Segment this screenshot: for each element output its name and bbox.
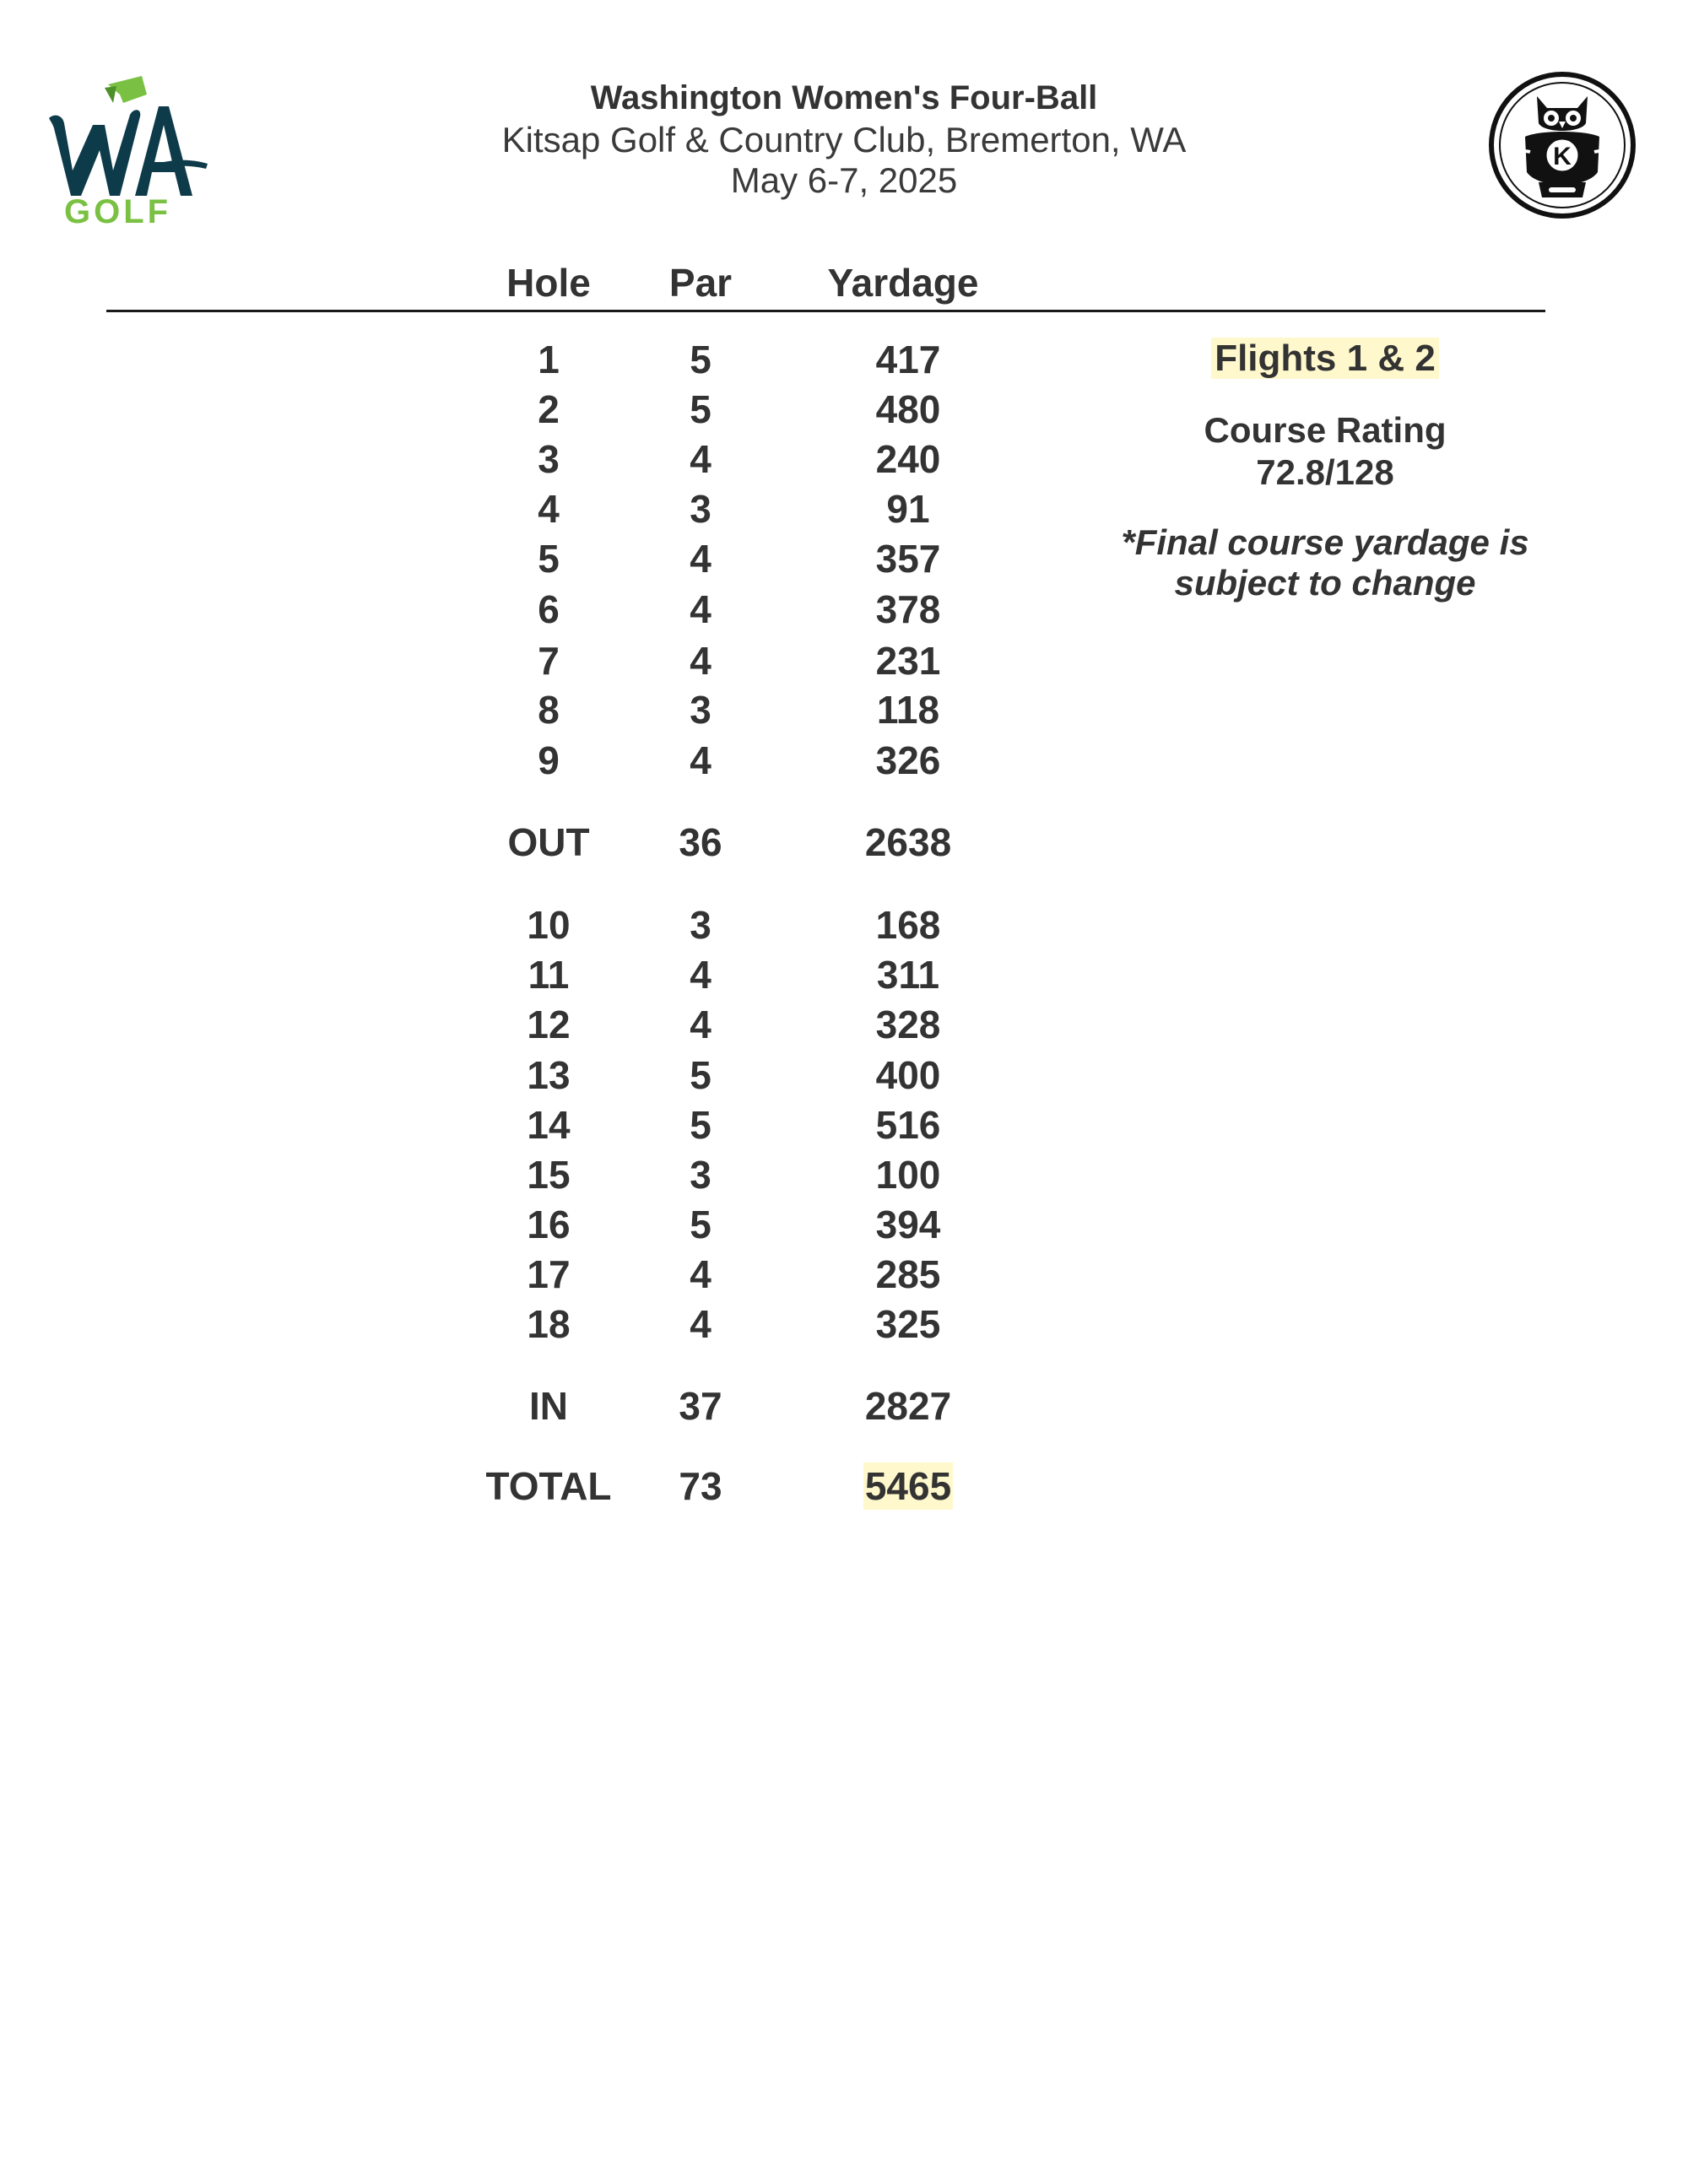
hole-number: 3 — [538, 437, 560, 481]
hole-number: 12 — [527, 1003, 571, 1046]
hole-par: 4 — [690, 437, 711, 481]
hole-par: 4 — [690, 953, 711, 997]
hole-row — [0, 485, 1182, 532]
hole-number: 11 — [528, 953, 570, 997]
hole-number: 1 — [538, 338, 560, 381]
hole-row — [0, 586, 1182, 633]
hole-row — [0, 686, 1182, 733]
hole-row — [0, 435, 1182, 483]
hole-par: 4 — [690, 1252, 711, 1296]
in-label: IN — [529, 1384, 568, 1428]
hole-number: 18 — [527, 1302, 571, 1346]
hole-par: 5 — [690, 1103, 711, 1147]
hole-yardage: 285 — [875, 1252, 941, 1296]
wa-golf-logo-icon — [42, 69, 211, 225]
yardage-note-line1: *Final course yardage is — [1121, 522, 1529, 562]
hole-row — [0, 336, 1182, 383]
hole-number: 10 — [527, 903, 571, 947]
in-par: 37 — [679, 1384, 722, 1428]
hole-row — [0, 1101, 1182, 1149]
hole-par: 4 — [690, 738, 711, 782]
header-divider — [106, 310, 1545, 312]
flights-label: Flights 1 & 2 — [1211, 338, 1439, 379]
hole-number: 9 — [538, 738, 560, 782]
hole-yardage: 400 — [875, 1053, 941, 1097]
hole-par: 5 — [690, 1053, 711, 1097]
out-par: 36 — [679, 820, 722, 864]
total-label: TOTAL — [485, 1464, 612, 1508]
hole-number: 8 — [538, 688, 560, 732]
hole-number: 7 — [538, 639, 560, 683]
in-yardage: 2827 — [864, 1384, 952, 1428]
total-yardage-cell — [815, 1462, 1001, 1510]
hole-row — [0, 1051, 1182, 1099]
hole-number: 4 — [538, 487, 560, 531]
hole-number: 5 — [538, 537, 560, 581]
svg-text:K: K — [1553, 143, 1572, 170]
course-rating-value: 72.8/128 — [1256, 452, 1394, 492]
hole-number: 17 — [527, 1252, 571, 1296]
hole-par: 5 — [690, 1203, 711, 1246]
hole-number: 2 — [538, 387, 560, 431]
hole-par: 3 — [690, 487, 711, 531]
hole-par: 3 — [690, 903, 711, 947]
out-yardage: 2638 — [864, 820, 952, 864]
hole-par: 4 — [690, 639, 711, 683]
column-header-par: Par — [668, 261, 733, 305]
hole-yardage: 357 — [875, 537, 941, 581]
grand-total-row — [0, 1462, 1182, 1510]
hole-yardage: 325 — [875, 1302, 941, 1346]
hole-par: 4 — [690, 1003, 711, 1046]
out-label: OUT — [507, 820, 590, 864]
hole-yardage: 118 — [876, 688, 940, 732]
column-header-hole: Hole — [506, 261, 591, 305]
hole-number: 13 — [527, 1053, 571, 1097]
hole-number: 16 — [527, 1203, 571, 1246]
column-header-yardage: Yardage — [827, 261, 979, 305]
hole-yardage: 311 — [876, 953, 940, 997]
hole-yardage: 91 — [886, 487, 930, 531]
in-total-row — [0, 1382, 1182, 1430]
hole-par: 4 — [690, 1302, 711, 1346]
hole-number: 14 — [527, 1103, 571, 1147]
hole-row — [0, 1001, 1182, 1048]
event-title: Washington Women's Four-Ball — [590, 79, 1098, 116]
out-total-row — [0, 819, 1182, 866]
wa-golf-wordmark: GOLF — [64, 193, 172, 225]
course-rating-label: Course Rating — [1204, 410, 1447, 450]
hole-yardage: 231 — [875, 639, 941, 683]
hole-yardage: 100 — [875, 1153, 941, 1197]
hole-yardage: 328 — [875, 1003, 941, 1046]
hole-row — [0, 901, 1182, 949]
venue-line: Kitsap Golf & Country Club, Bremerton, WA — [501, 120, 1187, 159]
flights-label-block — [1097, 334, 1553, 383]
hole-number: 6 — [538, 587, 560, 631]
yardage-note-line2: subject to change — [1174, 563, 1476, 603]
event-dates: May 6-7, 2025 — [730, 160, 958, 200]
hole-yardage: 394 — [875, 1203, 941, 1246]
hole-yardage: 168 — [875, 903, 941, 947]
hole-yardage: 240 — [875, 437, 941, 481]
hole-yardage: 516 — [875, 1103, 941, 1147]
hole-row — [0, 737, 1182, 784]
hole-row — [0, 1201, 1182, 1248]
hole-yardage: 378 — [875, 587, 941, 631]
hole-row — [0, 1251, 1182, 1298]
hole-row — [0, 637, 1182, 684]
total-par: 73 — [679, 1464, 722, 1508]
hole-row — [0, 1151, 1182, 1198]
hole-row — [0, 386, 1182, 433]
hole-par: 4 — [690, 587, 711, 631]
hole-row — [0, 535, 1182, 582]
hole-row — [0, 1300, 1182, 1348]
hole-par: 5 — [690, 338, 711, 381]
hole-yardage: 417 — [875, 338, 941, 381]
hole-yardage: 326 — [875, 738, 941, 782]
hole-row — [0, 951, 1182, 998]
club-crest-logo-icon — [1488, 71, 1637, 219]
hole-number: 15 — [527, 1153, 571, 1197]
hole-par: 4 — [690, 537, 711, 581]
hole-par: 3 — [690, 688, 711, 732]
total-yardage: 5465 — [864, 1464, 952, 1508]
hole-par: 5 — [690, 387, 711, 431]
hole-yardage: 480 — [875, 387, 941, 431]
hole-par: 3 — [690, 1153, 711, 1197]
